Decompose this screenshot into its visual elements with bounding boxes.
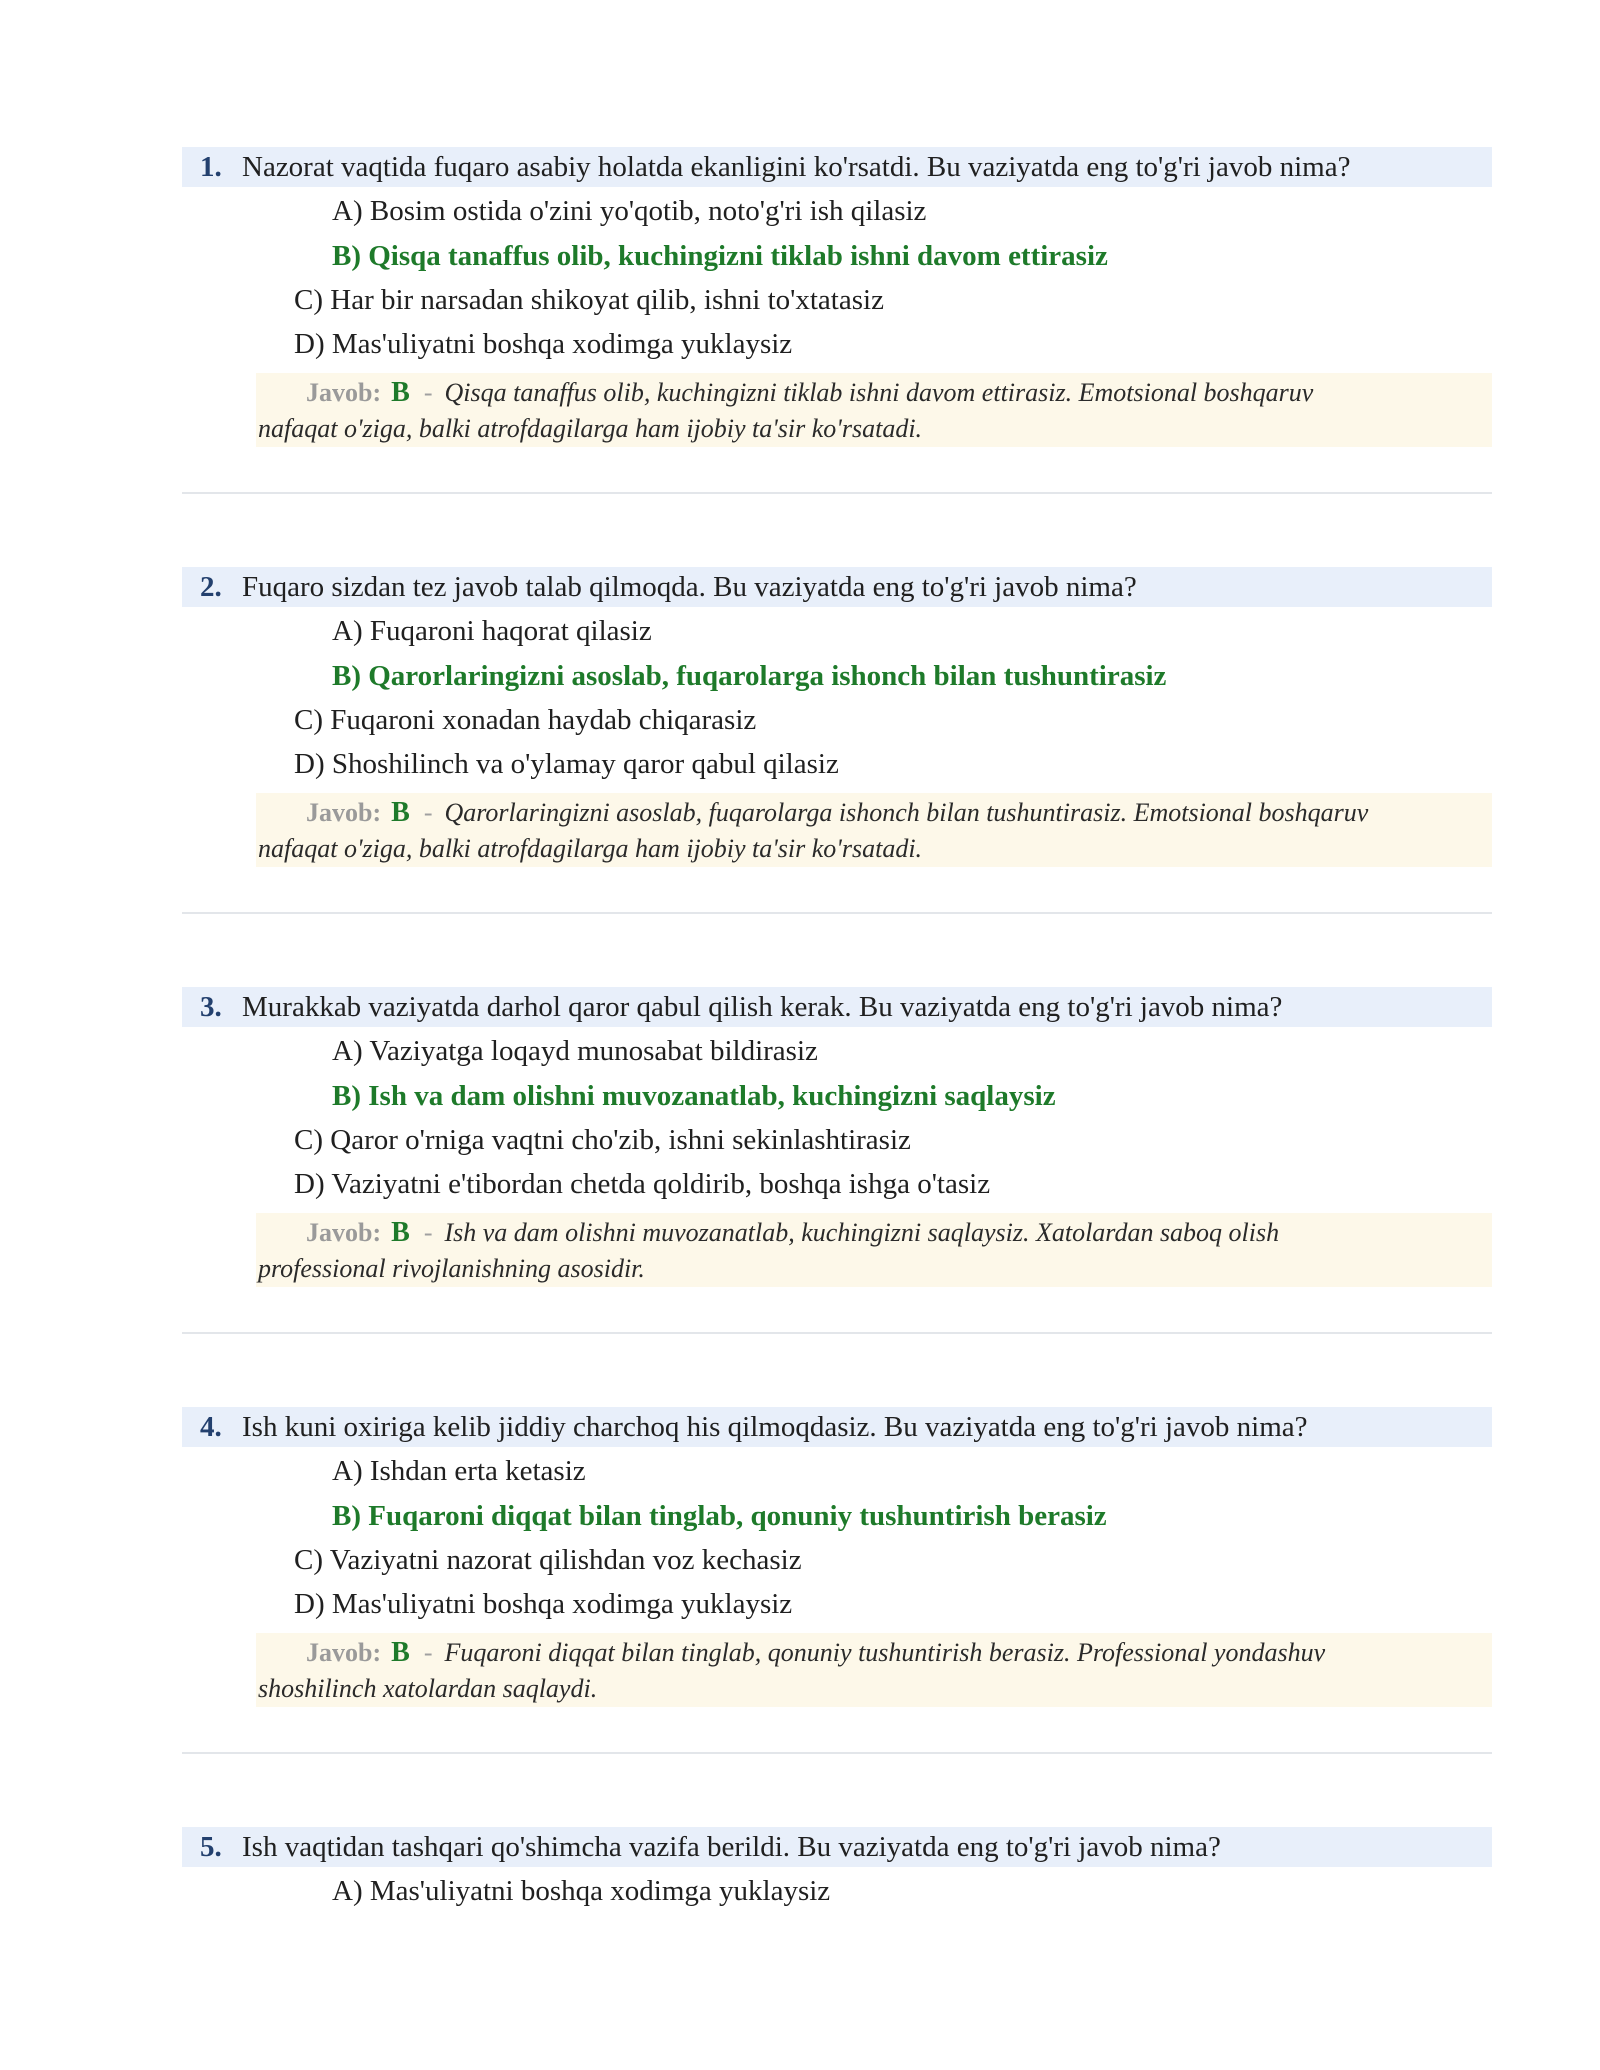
answer-dash: - [423, 1218, 433, 1247]
option-a: A) Fuqaroni haqorat qilasiz [332, 615, 652, 647]
answer-dash: - [423, 798, 433, 827]
answer-explanation-line2: nafaqat o'ziga, balki atrofdagilarga ham ijobiy ta'sir ko'rsatadi. [258, 834, 923, 863]
answer-explanation-line1: Qarorlaringizni asoslab, fuqarolarga ishonch bilan tushuntirasiz. Emotsional boshqaruv [444, 798, 1369, 827]
answer-label: Javob: [306, 1638, 382, 1667]
question-divider [182, 912, 1492, 914]
question-number: 2. [200, 571, 222, 603]
option-c: C) Har bir narsadan shikoyat qilib, ishni to'xtatasiz [294, 284, 884, 316]
question-number: 3. [200, 991, 222, 1023]
question-text: Nazorat vaqtida fuqaro asabiy holatda ekanligini ko'rsatdi. Bu vaziyatda eng to'g'ri javob nima? [242, 151, 1351, 183]
answer-label: Javob: [306, 798, 382, 827]
question-header [182, 567, 1492, 607]
answer-label: Javob: [306, 1218, 382, 1247]
option-b-text: B) Qarorlaringizni asoslab, fuqarolarga ishonch bilan tushuntirasiz [332, 660, 1167, 692]
option-a: A) Bosim ostida o'zini yo'qotib, noto'g'ri ish qilasiz [332, 195, 927, 227]
option-b-text: B) Qisqa tanaffus olib, kuchingizni tiklab ishni davom ettirasiz [332, 240, 1108, 272]
question-number: 5. [200, 1831, 222, 1863]
answer-explanation-line1: Qisqa tanaffus olib, kuchingizni tiklab ishni davom ettirasiz. Emotsional boshqaruv [444, 378, 1314, 407]
question-divider [182, 492, 1492, 494]
option-a: A) Ishdan erta ketasiz [332, 1455, 586, 1487]
question-number: 4. [200, 1411, 222, 1443]
answer-explanation-line1: Fuqaroni diqqat bilan tinglab, qonuniy tushuntirish berasiz. Professional yondashuv [444, 1638, 1326, 1667]
answer-letter: B [391, 377, 410, 408]
option-a: A) Vaziyatga loqayd munosabat bildirasiz [332, 1035, 818, 1067]
question-header [182, 147, 1492, 187]
answer-box [256, 373, 1492, 447]
option-d: D) Mas'uliyatni boshqa xodimga yuklaysiz [294, 328, 793, 360]
answer-letter: B [391, 797, 410, 828]
question-divider [182, 1332, 1492, 1334]
answer-explanation-line1: Ish va dam olishni muvozanatlab, kuchingizni saqlaysiz. Xatolardan saboq olish [444, 1218, 1280, 1247]
question-text: Murakkab vaziyatda darhol qaror qabul qilish kerak. Bu vaziyatda eng to'g'ri javob nima? [242, 991, 1283, 1023]
question-text: Ish vaqtidan tashqari qo'shimcha vazifa berildi. Bu vaziyatda eng to'g'ri javob nima? [242, 1831, 1221, 1863]
option-d: D) Shoshilinch va o'ylamay qaror qabul qilasiz [294, 748, 839, 780]
option-d: D) Vaziyatni e'tibordan chetda qoldirib, boshqa ishga o'tasiz [294, 1168, 991, 1200]
question-header [182, 1407, 1492, 1447]
option-b-text: B) Fuqaroni diqqat bilan tinglab, qonuniy tushuntirish berasiz [332, 1500, 1107, 1532]
option-b-text: B) Ish va dam olishni muvozanatlab, kuchingizni saqlaysiz [332, 1080, 1056, 1112]
answer-letter: B [391, 1217, 410, 1248]
option-a: A) Mas'uliyatni boshqa xodimga yuklaysiz [332, 1875, 831, 1907]
option-c: C) Fuqaroni xonadan haydab chiqarasiz [294, 704, 757, 736]
answer-explanation-line2: nafaqat o'ziga, balki atrofdagilarga ham ijobiy ta'sir ko'rsatadi. [258, 414, 923, 443]
question-header [182, 1827, 1492, 1867]
answer-letter: B [391, 1637, 410, 1668]
option-d: D) Mas'uliyatni boshqa xodimga yuklaysiz [294, 1588, 793, 1620]
option-c: C) Qaror o'rniga vaqtni cho'zib, ishni sekinlashtirasiz [294, 1124, 911, 1156]
answer-box [256, 1633, 1492, 1707]
question-divider [182, 1752, 1492, 1754]
question-header [182, 987, 1492, 1027]
question-text: Fuqaro sizdan tez javob talab qilmoqda. Bu vaziyatda eng to'g'ri javob nima? [242, 571, 1137, 603]
answer-dash: - [423, 1638, 433, 1667]
option-c: C) Vaziyatni nazorat qilishdan voz kechasiz [294, 1544, 802, 1576]
question-number: 1. [200, 151, 222, 183]
answer-box [256, 1213, 1492, 1287]
answer-explanation-line2: professional rivojlanishning asosidir. [258, 1254, 645, 1283]
answer-box [256, 793, 1492, 867]
answer-explanation-line2: shoshilinch xatolardan saqlaydi. [258, 1674, 598, 1703]
answer-dash: - [423, 378, 433, 407]
question-text: Ish kuni oxiriga kelib jiddiy charchoq his qilmoqdasiz. Bu vaziyatda eng to'g'ri javob nima? [242, 1411, 1308, 1443]
answer-label: Javob: [306, 378, 382, 407]
